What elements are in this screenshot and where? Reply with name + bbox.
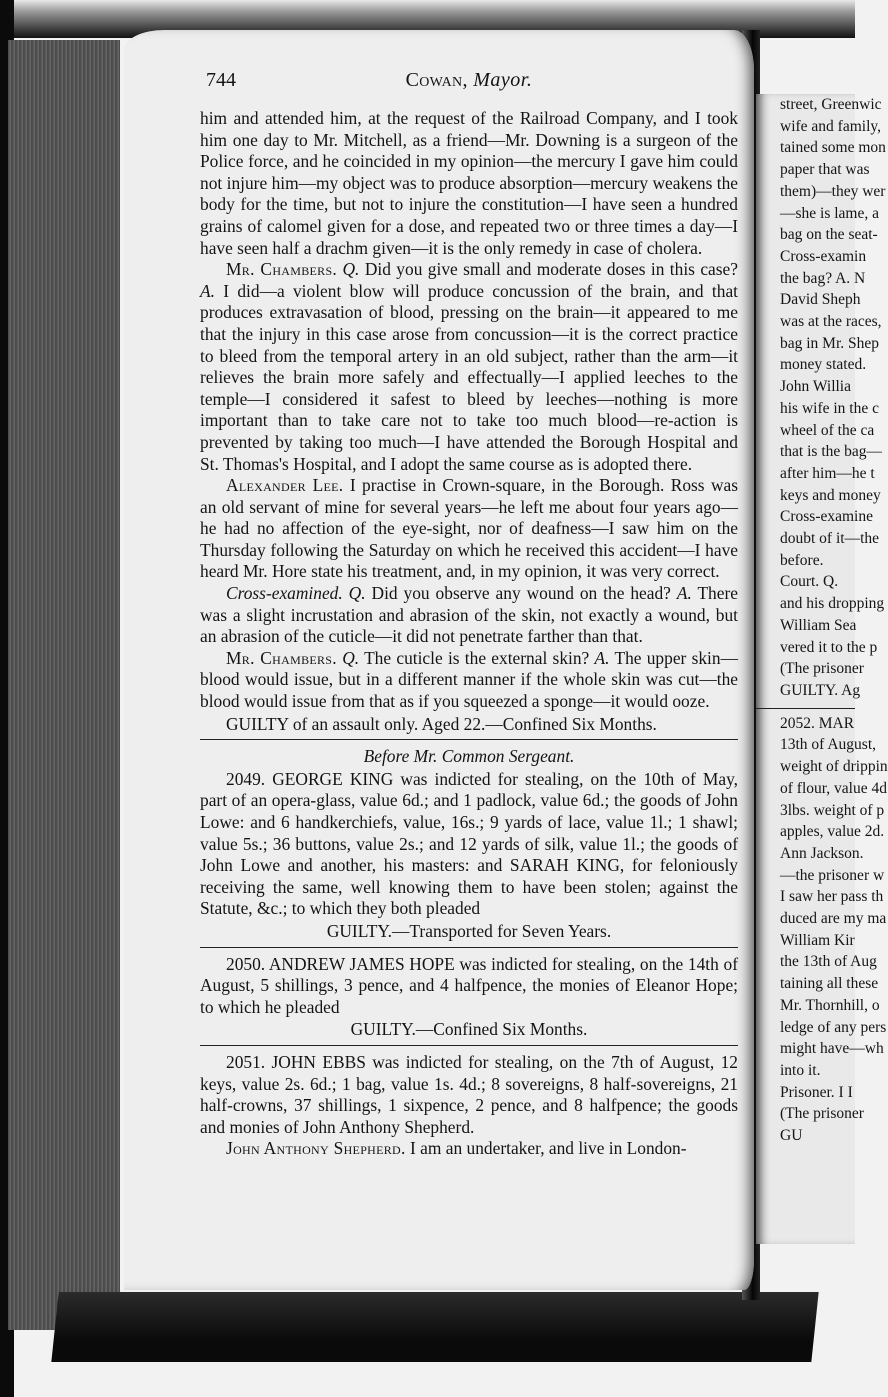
right-page-line: —she is lame, a [780, 204, 880, 222]
right-page-fragment [756, 94, 888, 1244]
right-page-line: wife and family, [780, 117, 881, 135]
right-page-line: I saw her pass th [780, 888, 884, 906]
right-page-line: Mr. Thornhill, o [780, 996, 880, 1014]
right-page-line: was at the races, [780, 313, 882, 331]
right-page-line: bag on the seat- [780, 226, 878, 244]
right-page-line: weight of drippin [780, 758, 888, 776]
right-page-line: —the prisoner w [780, 866, 885, 884]
case-2051: 2051. JOHN EBBS was indicted for stealing, on the 7th of August, 12 keys, value 2s. 6d.; 1 bag, value 1s. 4d.; 8 sovereigns, 8 half-sovereigns, 21 half-crowns, 37 shillings, 1 sixpence, 2 pence, and 8 halfpence; the goods and monies of John Anthony Shepherd. [200, 1051, 738, 1137]
paragraph: Mr. Chambers. Q. The cuticle is the external skin? A. The upper skin—blood would issue, but in a different manner if the whole skin was cut—the blood would issue from that as if you squeezed a sponge—it would ooze. [200, 647, 738, 712]
verdict: GUILTY of an assault only. Aged 22.—Confined Six Months. [226, 713, 657, 734]
running-head: Cowan, Mayor. [405, 69, 533, 91]
page-number: 744 [206, 69, 236, 91]
right-page-line: after him—he t [780, 464, 875, 482]
right-page-line: GUILTY. Ag [780, 681, 861, 699]
right-page-line: street, Greenwic [780, 96, 882, 113]
right-page-line: taining all these [780, 975, 879, 993]
right-page-line: tained some mon [780, 139, 886, 157]
right-page-line: David Sheph [780, 291, 861, 309]
right-page-line: 2052. MAR [780, 714, 855, 732]
left-page-text [200, 70, 738, 1160]
right-page-line: of flour, value 4d [780, 779, 887, 797]
paragraph: Cross-examined. Q. Did you observe any wound on the head? A. There was a slight incrustation and abrasion of the skin, not exactly a wound, but an abrasion of the cuticle—it did not penetrate farther than that. [200, 583, 738, 647]
right-page-line: duced are my ma [780, 910, 887, 928]
right-page-line: John Willia [780, 378, 851, 396]
right-page-line: vered it to the p [780, 638, 878, 656]
right-page-upper [756, 94, 886, 702]
right-page-rule [756, 708, 855, 709]
right-page-line: doubt of it—the [780, 530, 880, 548]
right-page-line: apples, value 2d. [780, 823, 885, 841]
bottom-shadow [51, 1292, 818, 1362]
page-header [200, 70, 738, 108]
right-page-line: wheel of the ca [780, 421, 875, 439]
right-page-line: Cross-examine [780, 508, 873, 526]
verdict: GUILTY.—Transported for Seven Years. [326, 920, 612, 941]
right-page-line: ledge of any pers [780, 1018, 887, 1036]
right-page-line: (The prisoner [780, 660, 864, 678]
right-page-line: William Kir [780, 931, 855, 949]
paragraph: John Anthony Shepherd. I am an undertaker, and live in London- [226, 1138, 687, 1159]
court-heading: Before Mr. Common Sergeant. [363, 746, 575, 767]
right-page-line: GU [780, 1127, 803, 1145]
section-rule [200, 739, 738, 740]
right-page-line: Court. Q. [780, 573, 839, 591]
right-page-line: Ann Jackson. [780, 844, 864, 862]
paragraph: Alexander Lee. I practise in Crown-square, in the Borough. Ross was an old servant of mine for several years—he left me about four years ago—he had no affection of the eye-sight, nor of deafness—I saw him on the Thursday following the Saturday on which he received this accident—I have heard Mr. Hore state his treatment, and, in my opinion, it was very correct. [200, 475, 738, 582]
right-page-line: the 13th of Aug [780, 953, 877, 971]
paragraph: Mr. Chambers. Q. Did you give small and moderate doses in this case? A. I did—a violent blow will produce concussion of the brain, and that produces extravasation of blood, pressing on the brain—it appeared to me that the injury in this case arose from concussion—it is the correct practice to bleed from the temporal artery in an old subject, rather than the arm—it relieves the brain more safely and effectually—I applied leeches to the temple—I considered it safest to bleed by leeches—nothing is more important than to take care not to take too much blood—re-action is prevented by taking too much—I have attended the Borough Hospital and St. Thomas's Hospital, and I adopt the same course as is adopted there. [200, 259, 738, 474]
case-2050: 2050. ANDREW JAMES HOPE was indicted for stealing, on the 14th of August, 5 shillings, 3 pence, and 4 halfpence, the monies of Eleanor Hope; to which he pleaded [200, 953, 738, 1017]
right-page-line: his wife in the c [780, 399, 880, 417]
right-page-line: Cross-examin [780, 247, 867, 265]
section-rule [200, 947, 738, 948]
right-page-line: into it. [780, 1061, 821, 1079]
right-page-line: 13th of August, [780, 736, 877, 754]
case-2049: 2049. GEORGE KING was indicted for stealing, on the 10th of May, part of an opera-glass, value 6d.; and 1 padlock, value 6d.; the goods of John Lowe: and 6 handkerchiefs, value, 16s.; 9 yards of lace, value 1l.; 1 shawl; value 5s.; 36 buttons, value 2s.; and 12 yards of silk, value 1l.; the goods of John Lowe and another, his masters: and SARAH KING, for feloniously receiving the same, well knowing them to have been stolen; against the Statute, &c.; to which they both pleaded [200, 768, 738, 919]
right-page-line: and his dropping [780, 595, 885, 613]
right-page-line: that is the bag— [780, 443, 883, 461]
right-page-line: bag in Mr. Shep [780, 334, 880, 352]
right-page-line: paper that was [780, 161, 870, 179]
right-page-line: keys and money [780, 486, 881, 504]
right-page-line: money stated. [780, 356, 867, 374]
right-page-lower [756, 713, 888, 1147]
right-page-line: them)—they wer [780, 182, 886, 200]
section-rule [200, 1045, 738, 1046]
right-page-line: the bag? A. N [780, 269, 866, 287]
paragraph: him and attended him, at the request of the Railroad Company, and I took him one day to Mr. Mitchell, as a friend—Mr. Downing is a surgeon of the Police force, and he coincided in my opinion—the mercury I gave him could not injure him—my object was to produce absorption—mercury weakens the body for the time, but not to injure the constitution—I have seen a hundred grains of calomel given for a dose, and repeated two or three times a day—I have seen half a drachm given—it is the only remedy in case of cholera. [200, 108, 738, 258]
right-page-line: 3lbs. weight of p [780, 801, 885, 819]
right-page-line: might have—wh [780, 1040, 884, 1058]
page-stack-edge [8, 40, 120, 1330]
right-page-line: Prisoner. I I [780, 1083, 853, 1101]
right-page-line: William Sea [780, 616, 857, 634]
right-page-line: (The prisoner [780, 1105, 864, 1123]
verdict: GUILTY.—Confined Six Months. [350, 1019, 588, 1040]
right-page-line: before. [780, 551, 824, 569]
